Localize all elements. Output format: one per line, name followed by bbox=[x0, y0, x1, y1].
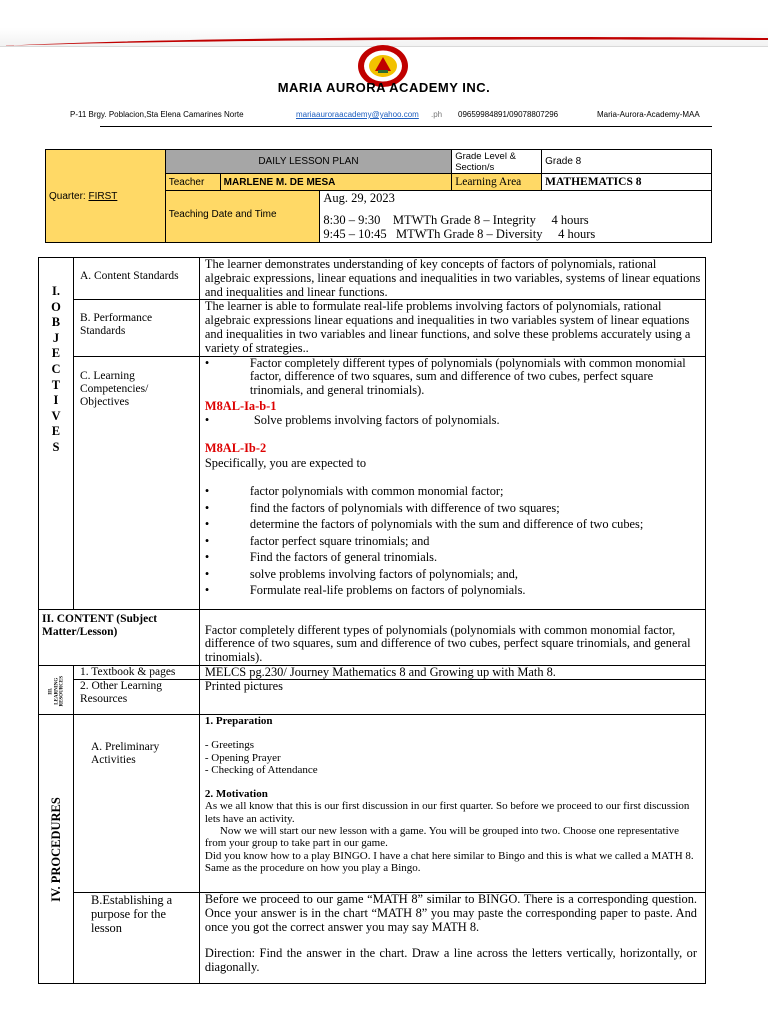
other-resources-label: 2. Other Learning Resources bbox=[73, 679, 199, 714]
area-label: Learning Area bbox=[452, 174, 542, 191]
content-standards-label: A. Content Standards bbox=[73, 258, 199, 300]
preparation-heading: 1. Preparation bbox=[204, 714, 273, 727]
textbook-value: MELCS pg.230/ Journey Mathematics 8 and Growing up with Math 8. bbox=[199, 665, 705, 679]
procedures-section-label: IV. PROCEDURES bbox=[49, 797, 63, 903]
header-red-swoosh bbox=[0, 14, 768, 46]
content-text: Factor completely different types of polynomials (polynomials with common monomial factor, difference of two squares, sum and difference of two cubes, perfect square trinomials, and general trinomials). bbox=[199, 609, 705, 665]
preliminary-label: A. Preliminary Activities bbox=[73, 714, 199, 892]
date-time-cell bbox=[320, 191, 712, 243]
purpose-paragraph-1: Before we proceed to our game “MATH 8” similar to BINGO. There is a corresponding question. Once your answer is in the chart “MATH 8” you may paste the corresponding paper to paste. And once you got the correct answer you may say MATH 8. bbox=[204, 891, 697, 934]
objective-bullet: • find the factors of polynomials with difference of two squares; bbox=[204, 500, 560, 515]
performance-text: The learner is able to formulate real-life problems involving factors of polynomials, rational algebraic expressions linear equations and inequalities in two variables system of linear equations and inequalities in two variables and linear functions, and solve these problems accurately using a variety of strategies.. bbox=[199, 300, 705, 356]
lesson-plan-table bbox=[38, 257, 706, 984]
motivation-heading: 2. Motivation bbox=[204, 788, 268, 801]
objective-bullet: • factor polynomials with common monomial factor; bbox=[204, 484, 504, 499]
competency-code-1: M8AL-Ia-b-1 bbox=[204, 398, 277, 413]
schedule-line-2: 9:45 – 10:45 MTWTh Grade 8 – Diversity 4 hours bbox=[323, 227, 596, 241]
competencies-label: C. Learning Competencies/ Objectives bbox=[73, 356, 199, 609]
objective-bullet: • solve problems involving factors of polynomials; and, bbox=[204, 566, 518, 581]
procedures-section-cell bbox=[39, 714, 74, 983]
performance-label: B. Performance Standards bbox=[73, 300, 199, 356]
motivation-paragraph-1: As we all know that this is our first discussion in our first quarter. So before we proceed to our first discussion lets have an activity. bbox=[204, 800, 690, 825]
other-resources-value: Printed pictures bbox=[199, 679, 705, 714]
competencies-cell bbox=[199, 356, 705, 609]
preliminary-cell bbox=[199, 714, 705, 892]
lesson-info-table bbox=[45, 149, 712, 243]
school-facebook: Maria-Aurora-Academy-MAA bbox=[597, 110, 700, 119]
quarter-cell bbox=[46, 150, 166, 243]
school-phones: 09659984891/09078807296 bbox=[458, 110, 559, 119]
competency-1: • Factor completely different types of polynomials (polynomials with common monomial factor, difference of two squares, sum and difference of two cubes, perfect square trinomials, and general trinomials). bbox=[204, 355, 686, 398]
content-label: II. CONTENT (Subject Matter/Lesson) bbox=[39, 609, 200, 665]
purpose-cell bbox=[199, 892, 705, 983]
quarter-label: Quarter: bbox=[49, 190, 89, 202]
date-value: Aug. 29, 2023 bbox=[323, 191, 395, 205]
school-name: MARIA AURORA ACADEMY INC. bbox=[277, 80, 491, 95]
schedule-line-1: 8:30 – 9:30 MTWTh Grade 8 – Integrity 4 hours bbox=[323, 213, 589, 227]
objective-bullet: • determine the factors of polynomials with the sum and difference of two cubes; bbox=[204, 517, 644, 532]
motivation-paragraph-3: Did you know how to a play BINGO. I have a chat here similar to Bingo and this is what we called a MATH 8. Same as the procedure on how you play a Bingo. bbox=[204, 849, 694, 874]
preparation-item: - Opening Prayer bbox=[204, 751, 281, 764]
email-suffix: .ph bbox=[431, 110, 443, 119]
preparation-item: - Checking of Attendance bbox=[204, 763, 318, 776]
objectives-section-label: I. O B J E C T I V E S bbox=[39, 258, 74, 610]
motivation-paragraph-2: Now we will start our new lesson with a game. You will be grouped into two. Choose one representative from your group to take part in our game. bbox=[204, 825, 680, 850]
competency-2: • Solve problems involving factors of polynomials. bbox=[204, 412, 500, 427]
school-address: P-11 Brgy. Poblacion,Sta Elena Camarines Norte bbox=[70, 110, 244, 119]
competency-code-2: M8AL-Ib-2 bbox=[204, 440, 267, 455]
quarter-value: FIRST bbox=[88, 190, 118, 202]
content-standards-text: The learner demonstrates understanding of key concepts of factors of polynomials, rational algebraic expressions, linear equations and inequalities in two variables, systems of linear equations and inequalities and linear functions. bbox=[199, 258, 705, 300]
resources-section-label: III. LEARNING RESOURCES bbox=[39, 665, 74, 714]
objective-bullet: • Formulate real-life problems on factors of polynomials. bbox=[204, 583, 526, 598]
date-label: Teaching Date and Time bbox=[165, 191, 320, 243]
area-value: MATHEMATICS 8 bbox=[542, 174, 712, 191]
school-email-link[interactable]: mariaauroraacademy@yahoo.com bbox=[296, 110, 419, 119]
teacher-label: Teacher bbox=[165, 174, 220, 191]
preparation-item: - Greetings bbox=[204, 739, 255, 752]
grade-label: Grade Level & Section/s bbox=[452, 150, 542, 174]
purpose-label: B.Establishing a purpose for the lesson bbox=[73, 892, 199, 983]
grade-value: Grade 8 bbox=[542, 150, 712, 174]
teacher-value: MARLENE M. DE MESA bbox=[220, 174, 452, 191]
objective-bullet: • factor perfect square trinomials; and bbox=[204, 533, 430, 548]
textbook-label: 1. Textbook & pages bbox=[73, 665, 199, 679]
purpose-paragraph-2: Direction: Find the answer in the chart. Draw a line across the letters vertically, horizontally, or diagonally. bbox=[204, 946, 697, 975]
objective-bullet: • Find the factors of general trinomials. bbox=[204, 550, 438, 565]
header-divider bbox=[100, 126, 712, 127]
specifically-text: Specifically, you are expected to bbox=[204, 456, 367, 471]
plan-title: DAILY LESSON PLAN bbox=[165, 150, 451, 174]
